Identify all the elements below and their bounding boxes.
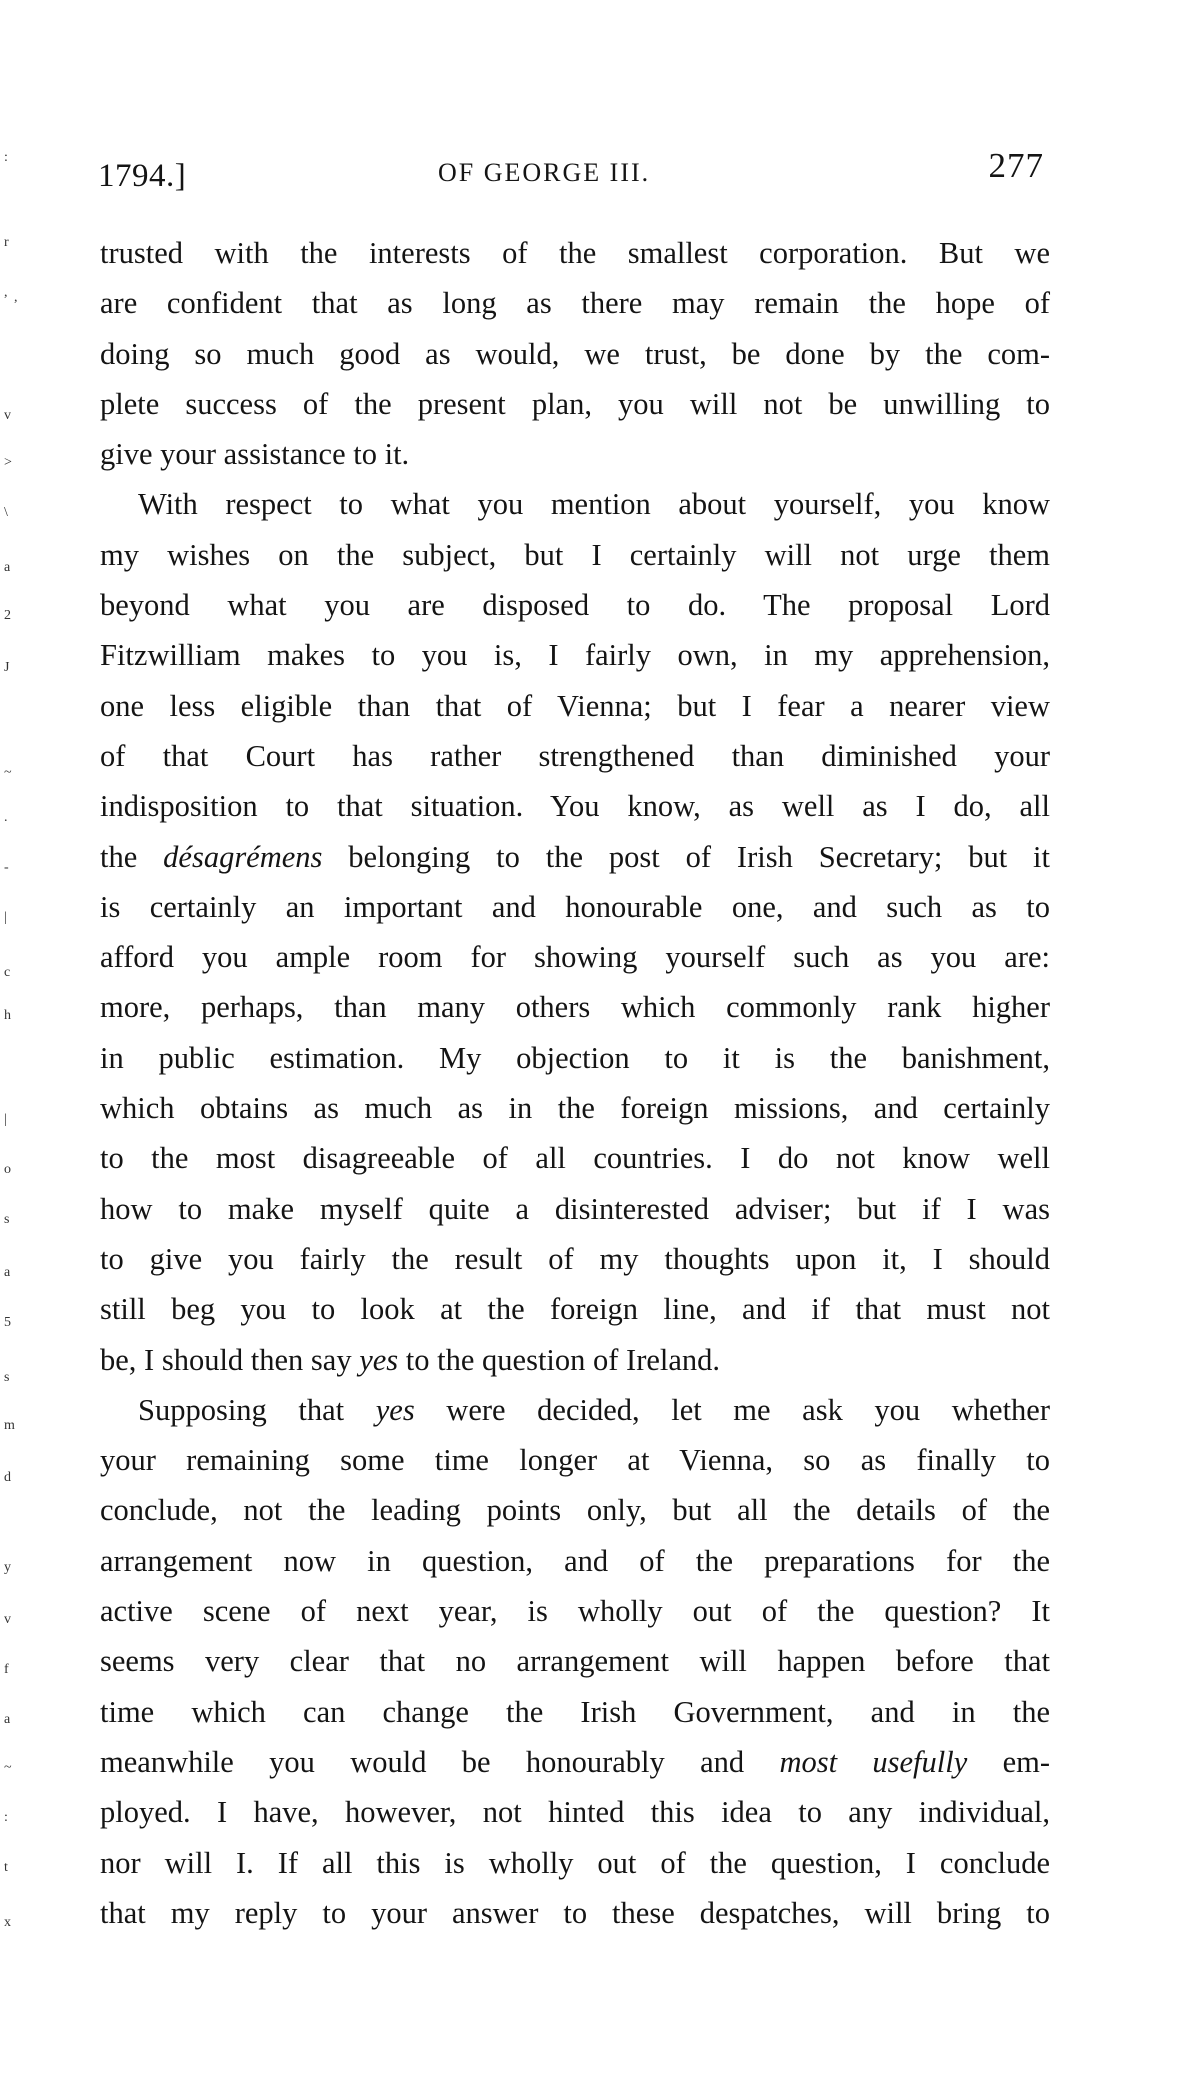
margin-mark: ~ bbox=[4, 1760, 12, 1775]
text-line bbox=[100, 1737, 1050, 1787]
text-line: time which can change the Irish Government, and in the bbox=[100, 1694, 1050, 1729]
margin-mark: o bbox=[4, 1162, 11, 1177]
margin-mark: \ bbox=[4, 505, 8, 520]
text-line: give your assistance to it. bbox=[100, 437, 410, 472]
margin-mark: 5 bbox=[4, 1315, 11, 1330]
text-run: were decided, let me ask you whether bbox=[414, 1392, 1050, 1427]
margin-mark: t bbox=[4, 1860, 8, 1875]
text-run: belonging to the post of Irish Secretary; but it bbox=[322, 839, 1051, 874]
italic-phrase: yes bbox=[359, 1342, 399, 1377]
margin-mark: c bbox=[4, 965, 11, 980]
margin-mark: a bbox=[4, 1265, 11, 1280]
margin-mark: a bbox=[4, 560, 11, 575]
text-line: nor will I. If all this is wholly out of the question, I conclude bbox=[100, 1845, 1050, 1880]
text-line: doing so much good as would, we trust, be done by the com- bbox=[100, 336, 1050, 371]
text-line: more, perhaps, than many others which commonly rank higher bbox=[100, 990, 1050, 1025]
text-line: that my reply to your answer to these despatches, will bring to bbox=[100, 1895, 1050, 1930]
margin-mark: a bbox=[4, 1712, 11, 1727]
text-line: indisposition to that situation. You know, as well as I do, all bbox=[100, 789, 1050, 824]
text-line: are confident that as long as there may remain the hope of bbox=[100, 286, 1050, 321]
running-header bbox=[98, 148, 1056, 196]
text-line: one less eligible than that of Vienna; but I fear a nearer view bbox=[100, 688, 1050, 723]
margin-mark: - bbox=[4, 860, 9, 875]
margin-mark: : bbox=[4, 150, 8, 165]
text-line bbox=[100, 1385, 1050, 1435]
header-year: 1794.] bbox=[98, 158, 187, 194]
text-line: active scene of next year, is wholly out of the question? It bbox=[100, 1594, 1050, 1629]
margin-mark: v bbox=[4, 408, 11, 423]
text-run: to the question of Ireland. bbox=[398, 1342, 721, 1377]
text-line: your remaining some time longer at Vienna, so as finally to bbox=[100, 1443, 1050, 1478]
text-line: trusted with the interests of the smallest corporation. But we bbox=[100, 236, 1050, 270]
margin-mark: ~ bbox=[4, 765, 12, 780]
margin-mark: f bbox=[4, 1662, 9, 1677]
text-line: seems very clear that no arrangement will happen before that bbox=[100, 1644, 1050, 1679]
margin-mark: r bbox=[4, 235, 9, 250]
margin-mark: | bbox=[4, 910, 7, 925]
italic-phrase: most usefully bbox=[779, 1744, 968, 1779]
text-run: the bbox=[100, 839, 164, 874]
margin-mark: , bbox=[14, 290, 18, 305]
text-line: still beg you to look at the foreign line, and if that must not bbox=[100, 1292, 1050, 1327]
gutter-bleed-through bbox=[0, 150, 60, 2050]
text-line: to the most disagreeable of all countries. I do not know well bbox=[100, 1141, 1050, 1176]
margin-mark: : bbox=[4, 1810, 8, 1825]
margin-mark: s bbox=[4, 1212, 10, 1227]
margin-mark: | bbox=[4, 1112, 7, 1127]
text-line: in public estimation. My objection to it is the banishment, bbox=[100, 1040, 1050, 1075]
text-line: of that Court has rather strengthened than diminished your bbox=[100, 738, 1050, 773]
margin-mark: x bbox=[4, 1915, 11, 1930]
text-line: how to make myself quite a disinterested adviser; but if I was bbox=[100, 1191, 1050, 1226]
margin-mark: y bbox=[4, 1560, 11, 1575]
page-number: 277 bbox=[988, 146, 1044, 185]
margin-mark: , bbox=[4, 285, 8, 300]
running-title: OF GEORGE III. bbox=[438, 158, 651, 187]
text-line: which obtains as much as in the foreign missions, and certainly bbox=[100, 1091, 1050, 1126]
text-run: em- bbox=[967, 1744, 1050, 1779]
text-run: meanwhile you would be honourably and bbox=[100, 1744, 780, 1779]
margin-mark: m bbox=[4, 1418, 15, 1433]
margin-mark: 2 bbox=[4, 608, 11, 623]
text-line: ployed. I have, however, not hinted this idea to any individual, bbox=[100, 1795, 1050, 1830]
text-run: Supposing that bbox=[138, 1392, 376, 1427]
text-line bbox=[100, 1335, 1050, 1385]
margin-mark: d bbox=[4, 1470, 11, 1485]
margin-mark: . bbox=[4, 810, 8, 825]
text-line: With respect to what you mention about yourself, you know bbox=[138, 487, 1050, 522]
body-text bbox=[100, 228, 1050, 1938]
italic-phrase: yes bbox=[375, 1392, 415, 1427]
text-run: be, I should then say bbox=[100, 1342, 360, 1377]
text-line: my wishes on the subject, but I certainly will not urge them bbox=[100, 537, 1050, 572]
text-line: plete success of the present plan, you will not be unwilling to bbox=[100, 386, 1050, 421]
margin-mark: J bbox=[4, 660, 10, 675]
text-line: Fitzwilliam makes to you is, I fairly own, in my apprehension, bbox=[100, 638, 1050, 673]
text-line: beyond what you are disposed to do. The proposal Lord bbox=[100, 588, 1050, 623]
margin-mark: h bbox=[4, 1008, 11, 1023]
margin-mark: v bbox=[4, 1612, 11, 1627]
margin-mark: s bbox=[4, 1370, 10, 1385]
text-line: to give you fairly the result of my thoughts upon it, I should bbox=[100, 1241, 1050, 1276]
italic-phrase: désagrémens bbox=[163, 839, 323, 874]
margin-mark: > bbox=[4, 455, 12, 470]
text-line: arrangement now in question, and of the preparations for the bbox=[100, 1543, 1050, 1578]
text-line bbox=[100, 832, 1050, 882]
text-line: conclude, not the leading points only, but all the details of the bbox=[100, 1493, 1050, 1528]
text-line: is certainly an important and honourable one, and such as to bbox=[100, 889, 1050, 924]
text-line: afford you ample room for showing yourself such as you are: bbox=[100, 940, 1050, 975]
